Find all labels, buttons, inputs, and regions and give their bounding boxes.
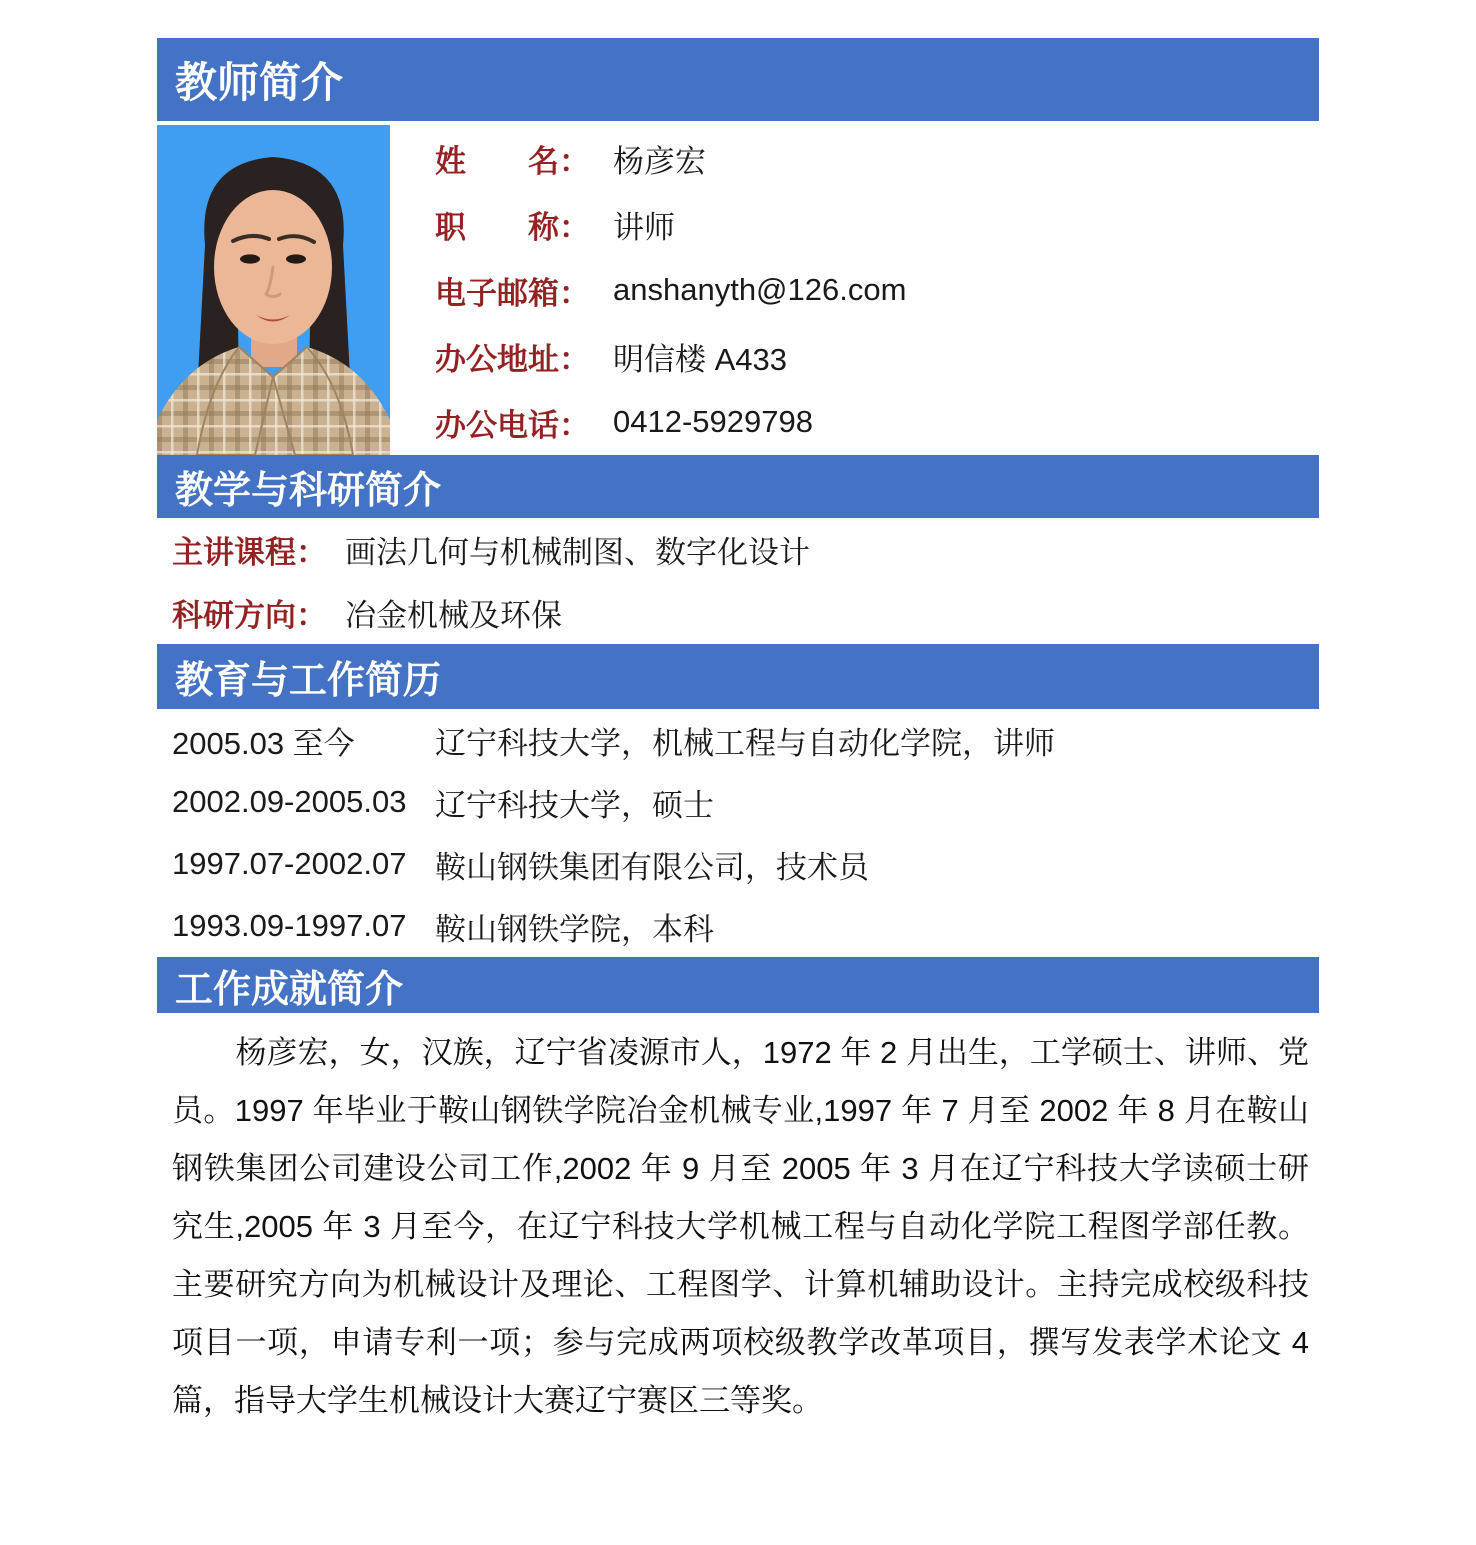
research-direction-row bbox=[157, 581, 1319, 644]
office-phone-value: 0412-5929798 bbox=[613, 404, 813, 439]
education-row-2 bbox=[157, 771, 1319, 833]
education-desc: 鞍山钢铁学院，本科 bbox=[435, 911, 714, 947]
education-period: 2002.09-2005.03 bbox=[172, 784, 407, 819]
info-row-name bbox=[435, 125, 906, 191]
teacher-intro-header bbox=[157, 38, 1319, 121]
education-work-header bbox=[157, 644, 1319, 709]
page-title: 教师简介 bbox=[175, 58, 344, 106]
teacher-portrait-photo bbox=[157, 125, 390, 455]
courses-label: 主讲课程： bbox=[172, 535, 327, 570]
education-row-1 bbox=[157, 709, 1319, 771]
education-period: 1993.09-1997.07 bbox=[172, 908, 407, 943]
education-row-4 bbox=[157, 895, 1319, 957]
education-period: 2005.03 至今 bbox=[172, 725, 355, 761]
achievements-paragraph: 杨彦宏，女，汉族，辽宁省凌源市人，1972 年 2 月出生，工学硕士、讲师、党员。1997 年毕业于鞍山钢铁学院冶金机械专业,1997 年 7 月至 2002 年 8 月在鞍山钢铁集团公司建设公司工作,2002 年 9 月至 2005 年 3 月在辽宁科技大学读硕士研究生,2005 年 3 月至今，在辽宁科技大学机械工程与自动化学院工程图学部任教。主要研究方向为机械设计及理论、工程图学、计算机辅助设计。主持完成校级科技项目一项，申请专利一项；参与完成两项校级教学改革项目，撰写发表学术论文 4 篇，指导大学生机械设计大赛辽宁赛区三等奖。 bbox=[172, 1035, 1309, 1418]
teaching-research-header bbox=[157, 455, 1319, 518]
portrait-illustration bbox=[157, 125, 390, 455]
education-work-title: 教育与工作简历 bbox=[175, 660, 442, 702]
email-label: 电子邮箱： bbox=[435, 275, 590, 311]
education-period: 1997.07-2002.07 bbox=[172, 846, 407, 881]
courses-value: 画法几何与机械制图、数字化设计 bbox=[345, 535, 810, 570]
info-row-title bbox=[435, 191, 906, 257]
office-address-label: 办公地址： bbox=[435, 341, 590, 377]
education-desc: 辽宁科技大学，硕士 bbox=[435, 787, 714, 823]
name-value: 杨彦宏 bbox=[613, 143, 706, 179]
profile-section bbox=[157, 125, 1319, 455]
education-desc: 辽宁科技大学，机械工程与自动化学院，讲师 bbox=[435, 725, 1055, 761]
office-address-value: 明信楼 A433 bbox=[613, 341, 788, 377]
research-direction-value: 冶金机械及环保 bbox=[345, 598, 562, 633]
title-value: 讲师 bbox=[613, 209, 675, 245]
education-row-3 bbox=[157, 833, 1319, 895]
education-desc: 鞍山钢铁集团有限公司，技术员 bbox=[435, 849, 869, 885]
teacher-profile-document bbox=[157, 38, 1319, 1430]
research-direction-label: 科研方向： bbox=[172, 598, 327, 633]
info-row-email bbox=[435, 257, 906, 323]
achievements-title: 工作成就简介 bbox=[175, 968, 404, 1011]
teaching-research-title: 教学与科研简介 bbox=[175, 470, 442, 512]
info-row-office-address bbox=[435, 323, 906, 389]
email-value: anshanyth@126.com bbox=[613, 272, 907, 307]
achievements-header bbox=[157, 957, 1319, 1013]
name-label: 姓 名： bbox=[435, 143, 590, 179]
info-row-office-phone bbox=[435, 389, 906, 455]
title-label: 职 称： bbox=[435, 209, 590, 245]
courses-row bbox=[157, 518, 1319, 581]
office-phone-label: 办公电话： bbox=[435, 407, 590, 443]
basic-info-list bbox=[435, 125, 906, 455]
